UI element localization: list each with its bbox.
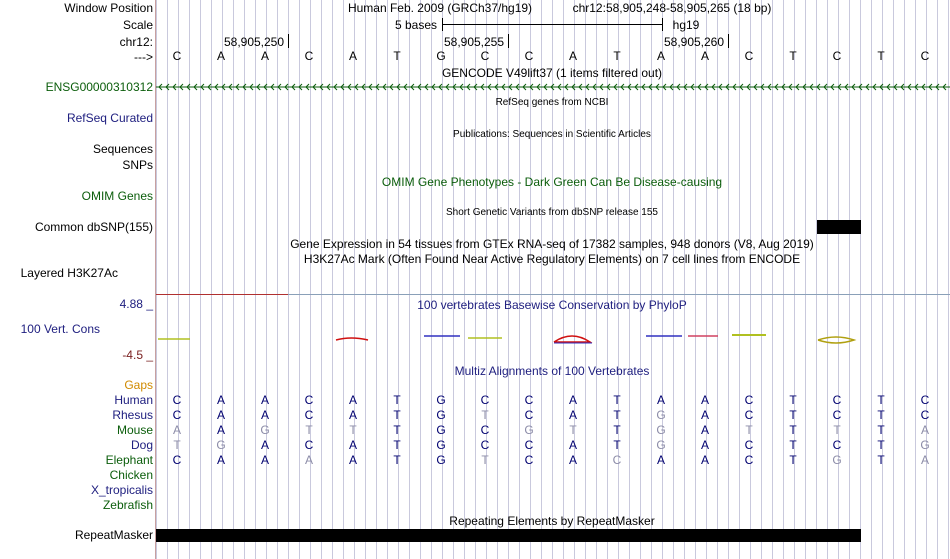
alignment-base-elephant: A: [700, 453, 710, 467]
alignment-base-mouse: G: [524, 423, 534, 437]
alignment-base-elephant: T: [481, 453, 489, 467]
alignment-base-human: G: [436, 393, 446, 407]
alignment-base-rhesus: C: [832, 408, 842, 422]
alignment-base-elephant: C: [172, 453, 182, 467]
species-label-rhesus: Rhesus: [112, 408, 153, 422]
alignment-base-human: T: [613, 393, 621, 407]
species-label-zebrafish: Zebrafish: [102, 498, 153, 512]
alignment-base-dog: G: [920, 438, 930, 452]
alignment-base-dog: G: [656, 438, 666, 452]
reference-base: C: [920, 49, 930, 63]
h3k27ac-baseline: [288, 294, 950, 295]
track-label-common-dbsnp[interactable]: Common dbSNP(155): [34, 220, 153, 234]
position-title: chr12:58,905,248-58,905,265 (18 bp): [572, 1, 772, 15]
browser-image-panel[interactable]: [156, 0, 950, 559]
omim-track-title: OMIM Gene Phenotypes - Dark Green Can Be Disease-causing: [381, 175, 723, 189]
alignment-base-elephant: A: [348, 453, 358, 467]
alignment-base-human: T: [877, 393, 885, 407]
species-label-xtropicalis: X_tropicalis: [90, 483, 153, 497]
alignment-base-dog: T: [789, 438, 797, 452]
alignment-base-human: T: [393, 393, 401, 407]
reference-base: A: [568, 49, 578, 63]
alignment-base-dog: A: [700, 438, 710, 452]
alignment-base-elephant: G: [436, 453, 446, 467]
ruler-tick-1: [288, 34, 289, 48]
reference-base: A: [348, 49, 358, 63]
alignment-base-human: C: [832, 393, 842, 407]
reference-base: C: [744, 49, 754, 63]
repeat-element-block[interactable]: [156, 529, 861, 542]
alignment-base-mouse: T: [613, 423, 621, 437]
alignment-base-rhesus: T: [613, 408, 621, 422]
alignment-base-human: C: [920, 393, 930, 407]
alignment-base-dog: C: [832, 438, 842, 452]
ruler-label-3: 58,905,260: [663, 35, 725, 49]
phylop-conservation-plot[interactable]: [156, 328, 950, 350]
ruler-tick-3: [728, 34, 729, 48]
track-label-h3k27ac[interactable]: Layered H3K27Ac: [20, 266, 118, 280]
alignment-base-mouse: T: [789, 423, 797, 437]
alignment-base-elephant: T: [393, 453, 401, 467]
conservation-max-label: 4.88 _: [119, 297, 153, 311]
alignment-base-dog: T: [393, 438, 401, 452]
alignment-base-rhesus: C: [920, 408, 930, 422]
reference-base: C: [524, 49, 534, 63]
ensg-gene-feature[interactable]: [156, 82, 950, 92]
alignment-base-human: A: [700, 393, 710, 407]
scale-bar: [442, 24, 662, 25]
alignment-base-rhesus: T: [393, 408, 401, 422]
species-label-dog: Dog: [130, 438, 153, 452]
gtex-track-title: Gene Expression in 54 tissues from GTEx RNA-seq of 17382 samples, 948 donors (V8, Aug 2019): [290, 237, 814, 251]
alignment-base-elephant: A: [260, 453, 270, 467]
h3k27ac-signal-bar: [156, 294, 288, 295]
reference-base: C: [304, 49, 314, 63]
alignment-base-dog: T: [877, 438, 885, 452]
alignment-base-mouse: T: [349, 423, 357, 437]
alignment-base-human: C: [172, 393, 182, 407]
phylop-track-title: 100 vertebrates Basewise Conservation by PhyloP: [417, 298, 687, 312]
alignment-base-human: C: [524, 393, 534, 407]
alignment-base-rhesus: A: [216, 408, 226, 422]
alignment-base-rhesus: C: [304, 408, 314, 422]
alignment-base-elephant: A: [920, 453, 930, 467]
species-label-chicken: Chicken: [109, 468, 153, 482]
alignment-base-dog: A: [348, 438, 358, 452]
chromosome-label: chr12:: [119, 35, 153, 49]
alignment-base-rhesus: C: [524, 408, 534, 422]
conservation-min-label: -4.5 _: [122, 348, 153, 362]
species-label-mouse: Mouse: [116, 423, 153, 437]
alignment-base-dog: C: [480, 438, 490, 452]
dbsnp-track-title: Short Genetic Variants from dbSNP release 155: [446, 207, 658, 218]
alignment-base-rhesus: C: [172, 408, 182, 422]
alignment-base-mouse: T: [393, 423, 401, 437]
track-label-sequences[interactable]: Sequences: [92, 142, 153, 156]
alignment-base-elephant: A: [656, 453, 666, 467]
multiz-track-title: Multiz Alignments of 100 Vertebrates: [454, 364, 650, 378]
reference-base: A: [700, 49, 710, 63]
scale-db: hg19: [672, 18, 700, 32]
reference-base: T: [613, 49, 621, 63]
track-label-ensg[interactable]: ENSG00000310312: [45, 80, 153, 94]
alignment-base-mouse: T: [569, 423, 577, 437]
alignment-base-rhesus: G: [656, 408, 666, 422]
alignment-base-mouse: T: [877, 423, 885, 437]
reference-base: T: [877, 49, 885, 63]
alignment-base-dog: G: [436, 438, 446, 452]
alignment-base-elephant: C: [524, 453, 534, 467]
alignment-base-dog: A: [568, 438, 578, 452]
window-position-label: Window Position: [64, 1, 153, 15]
reference-base: A: [260, 49, 270, 63]
alignment-base-rhesus: A: [700, 408, 710, 422]
alignment-base-dog: A: [260, 438, 270, 452]
alignment-base-dog: T: [613, 438, 621, 452]
ruler-label-2: 58,905,255: [443, 35, 505, 49]
alignment-base-dog: G: [216, 438, 226, 452]
h3k27ac-track-title: H3K27Ac Mark (Often Found Near Active Regulatory Elements) on 7 cell lines from ENCODE: [303, 252, 801, 266]
track-label-refseq[interactable]: RefSeq Curated: [66, 111, 153, 125]
alignment-base-human: A: [260, 393, 270, 407]
alignment-base-rhesus: T: [481, 408, 489, 422]
alignment-base-rhesus: A: [260, 408, 270, 422]
alignment-base-elephant: A: [568, 453, 578, 467]
alignment-base-mouse: A: [172, 423, 182, 437]
ruler-tick-2: [508, 34, 509, 48]
alignment-base-rhesus: T: [877, 408, 885, 422]
strand-arrow-label: --->: [134, 50, 153, 64]
reference-base: G: [436, 49, 446, 63]
alignment-base-dog: C: [304, 438, 314, 452]
alignment-base-elephant: T: [877, 453, 885, 467]
species-label-human: Human: [114, 393, 153, 407]
alignment-base-mouse: T: [305, 423, 313, 437]
alignment-base-mouse: G: [260, 423, 270, 437]
alignment-base-human: C: [304, 393, 314, 407]
alignment-base-mouse: A: [920, 423, 930, 437]
alignment-base-mouse: G: [656, 423, 666, 437]
reference-base: C: [480, 49, 490, 63]
ruler-label-1: 58,905,250: [223, 35, 285, 49]
alignment-base-human: C: [480, 393, 490, 407]
alignment-base-rhesus: T: [789, 408, 797, 422]
alignment-base-elephant: C: [612, 453, 622, 467]
reference-base: C: [172, 49, 182, 63]
reference-base: C: [832, 49, 842, 63]
reference-base: T: [393, 49, 401, 63]
alignment-base-elephant: A: [304, 453, 314, 467]
alignment-base-mouse: A: [700, 423, 710, 437]
alignment-base-human: C: [744, 393, 754, 407]
alignment-base-elephant: A: [216, 453, 226, 467]
scale-label: Scale: [122, 18, 153, 32]
alignment-base-rhesus: G: [436, 408, 446, 422]
alignment-base-mouse: A: [216, 423, 226, 437]
alignment-base-human: A: [216, 393, 226, 407]
repeatmasker-track-title: Repeating Elements by RepeatMasker: [449, 514, 655, 528]
alignment-base-elephant: T: [789, 453, 797, 467]
alignment-base-dog: C: [524, 438, 534, 452]
track-label-repeatmasker[interactable]: RepeatMasker: [74, 528, 153, 542]
reference-base: A: [216, 49, 226, 63]
alignment-base-human: A: [348, 393, 358, 407]
alignment-base-elephant: C: [744, 453, 754, 467]
alignment-base-dog: C: [744, 438, 754, 452]
reference-base: T: [789, 49, 797, 63]
assembly-title: Human Feb. 2009 (GRCh37/hg19): [347, 1, 533, 15]
refseq-track-title: RefSeq genes from NCBI: [495, 97, 609, 108]
track-label-vert-cons[interactable]: 100 Vert. Cons: [20, 322, 100, 336]
scale-bar-left-tick: [442, 18, 443, 31]
scale-text: 5 bases: [394, 18, 438, 32]
track-labels-panel: [0, 0, 156, 559]
track-label-gaps[interactable]: Gaps: [124, 378, 153, 392]
publications-track-title: Publications: Sequences in Scientific Articles: [453, 129, 651, 140]
alignment-base-mouse: T: [745, 423, 753, 437]
species-label-elephant: Elephant: [105, 453, 153, 467]
alignment-base-mouse: C: [480, 423, 490, 437]
alignment-base-human: A: [656, 393, 666, 407]
alignment-base-mouse: G: [436, 423, 446, 437]
alignment-base-human: T: [789, 393, 797, 407]
reference-base: A: [656, 49, 666, 63]
scale-bar-right-tick: [662, 18, 663, 31]
alignment-base-rhesus: C: [744, 408, 754, 422]
alignment-base-elephant: G: [832, 453, 842, 467]
alignment-base-rhesus: A: [568, 408, 578, 422]
alignment-base-dog: T: [173, 438, 181, 452]
alignment-base-human: A: [568, 393, 578, 407]
dbsnp-variant-block[interactable]: [817, 220, 861, 234]
track-label-omim[interactable]: OMIM Genes: [81, 189, 153, 203]
alignment-base-mouse: T: [833, 423, 841, 437]
alignment-base-rhesus: A: [348, 408, 358, 422]
track-label-snps[interactable]: SNPs: [122, 158, 153, 172]
gencode-track-title: GENCODE V49lift37 (1 items filtered out): [441, 66, 663, 80]
